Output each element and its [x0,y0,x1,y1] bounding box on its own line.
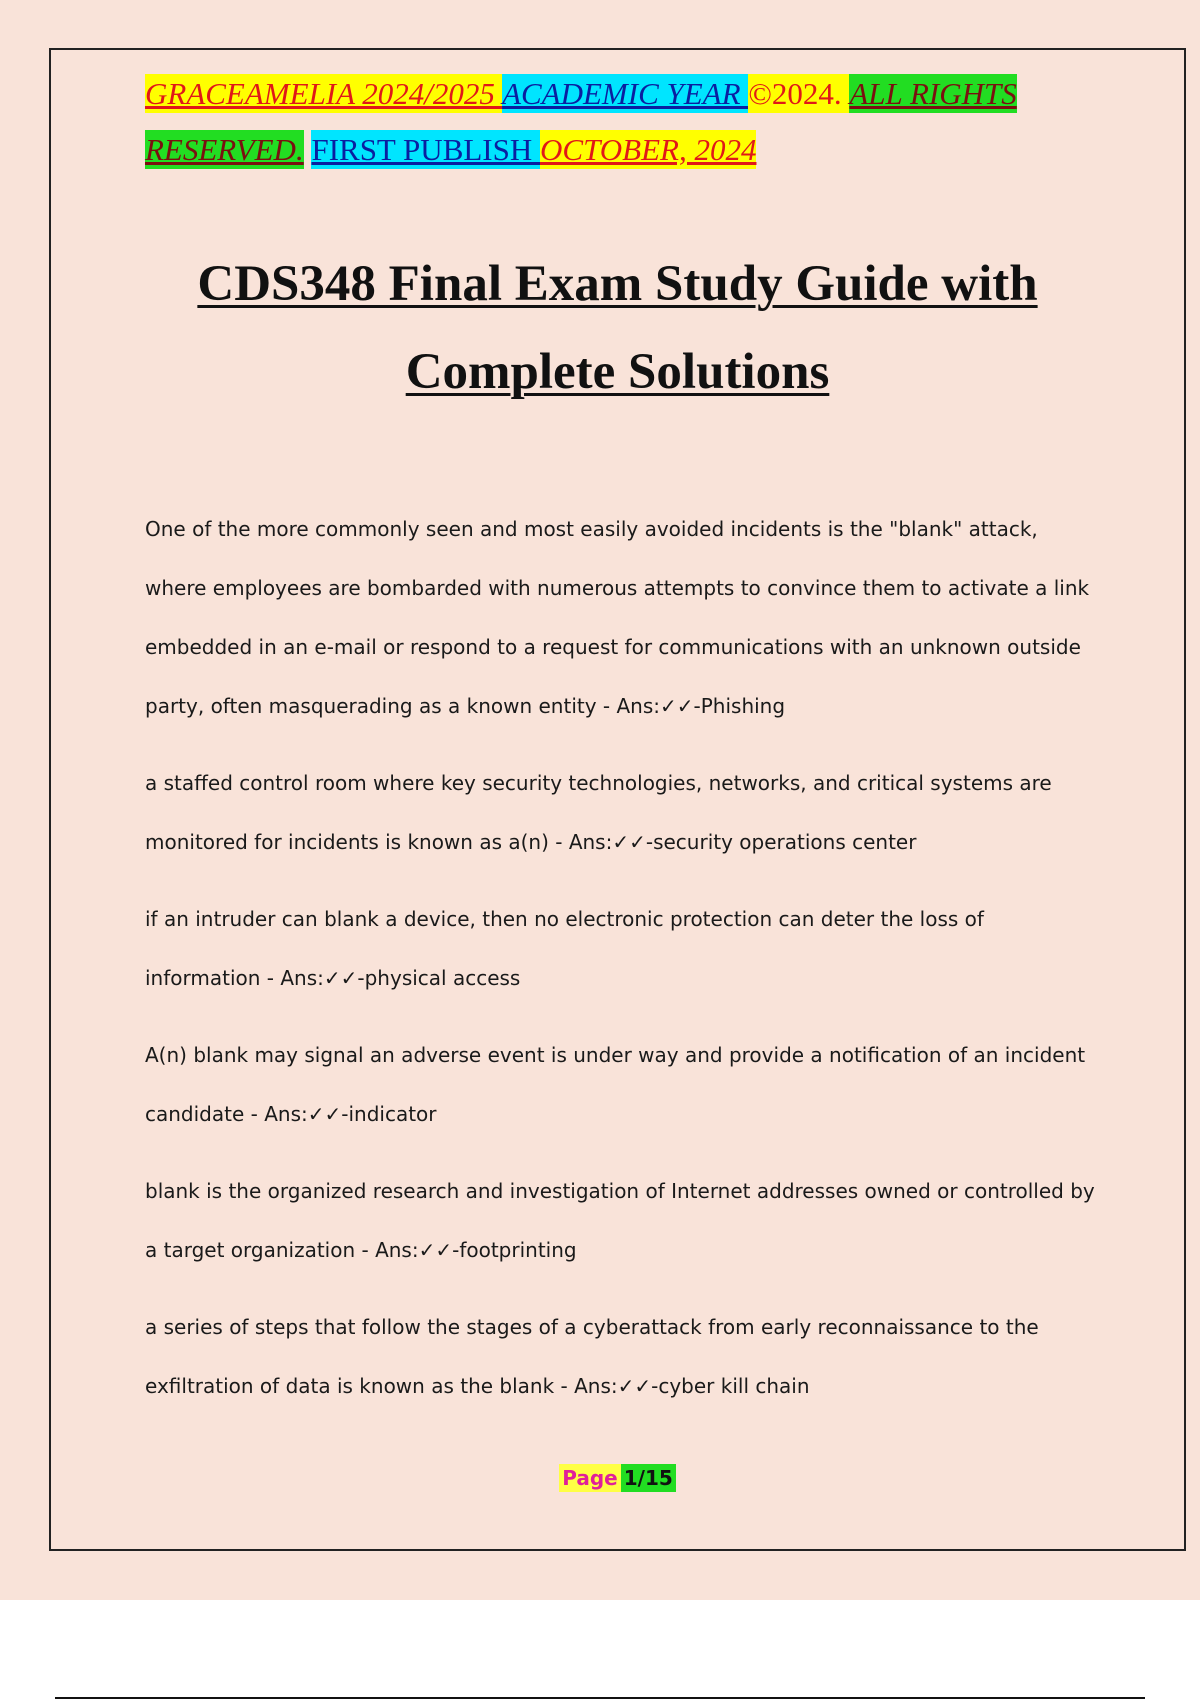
document-title: CDS348 Final Exam Study Guide with Complete Solutions [197,256,1038,400]
qa-item: if an intruder can blank a device, then no electronic protection can deter the loss of information - Ans:✓✓-physical access [145,907,984,990]
qa-item: a series of steps that follow the stages of a cyberattack from early reconnaissance to the exfiltration of data is known as the blank - Ans:✓✓-cyber kill chain [145,1315,1039,1398]
publisher-header [145,66,1095,178]
header-segment: ©2024. [748,76,850,111]
page-footer [0,1466,1200,1490]
header-segment: ALL RIGHTS RESERVED. [145,76,1017,167]
qa-item: blank is the organized research and investigation of Internet addresses owned or controlled by a target organization - Ans:✓✓-footprinting [145,1179,1095,1262]
qa-item: One of the more commonly seen and most easily avoided incidents is the "blank" attack, where employees are bombarded with numerous attempts to convince them to activate a link embedded in an e-mail or respond to a request for communications with an unknown outside party, often masquerading as a known entity - Ans:✓✓-Phishing [145,517,1090,718]
page-label: Page [559,1464,621,1492]
qa-item: A(n) blank may signal an adverse event is under way and provide a notification of an incident candidate - Ans:✓✓-indicator [145,1043,1086,1126]
header-segment: ACADEMIC YEAR [502,76,749,111]
qa-item: a staffed control room where key security technologies, networks, and critical systems are monitored for incidents is known as a(n) - Ans:✓✓-security operations center [145,771,1052,854]
page-number: 1/15 [621,1464,676,1492]
bottom-divider [55,1697,1145,1699]
header-segment: OCTOBER, 2024 [540,132,757,167]
header-segment: GRACEAMELIA 2024/2025 [145,76,503,111]
header-segment: FIRST PUBLISH [311,132,541,167]
qa-list [145,500,1095,1434]
